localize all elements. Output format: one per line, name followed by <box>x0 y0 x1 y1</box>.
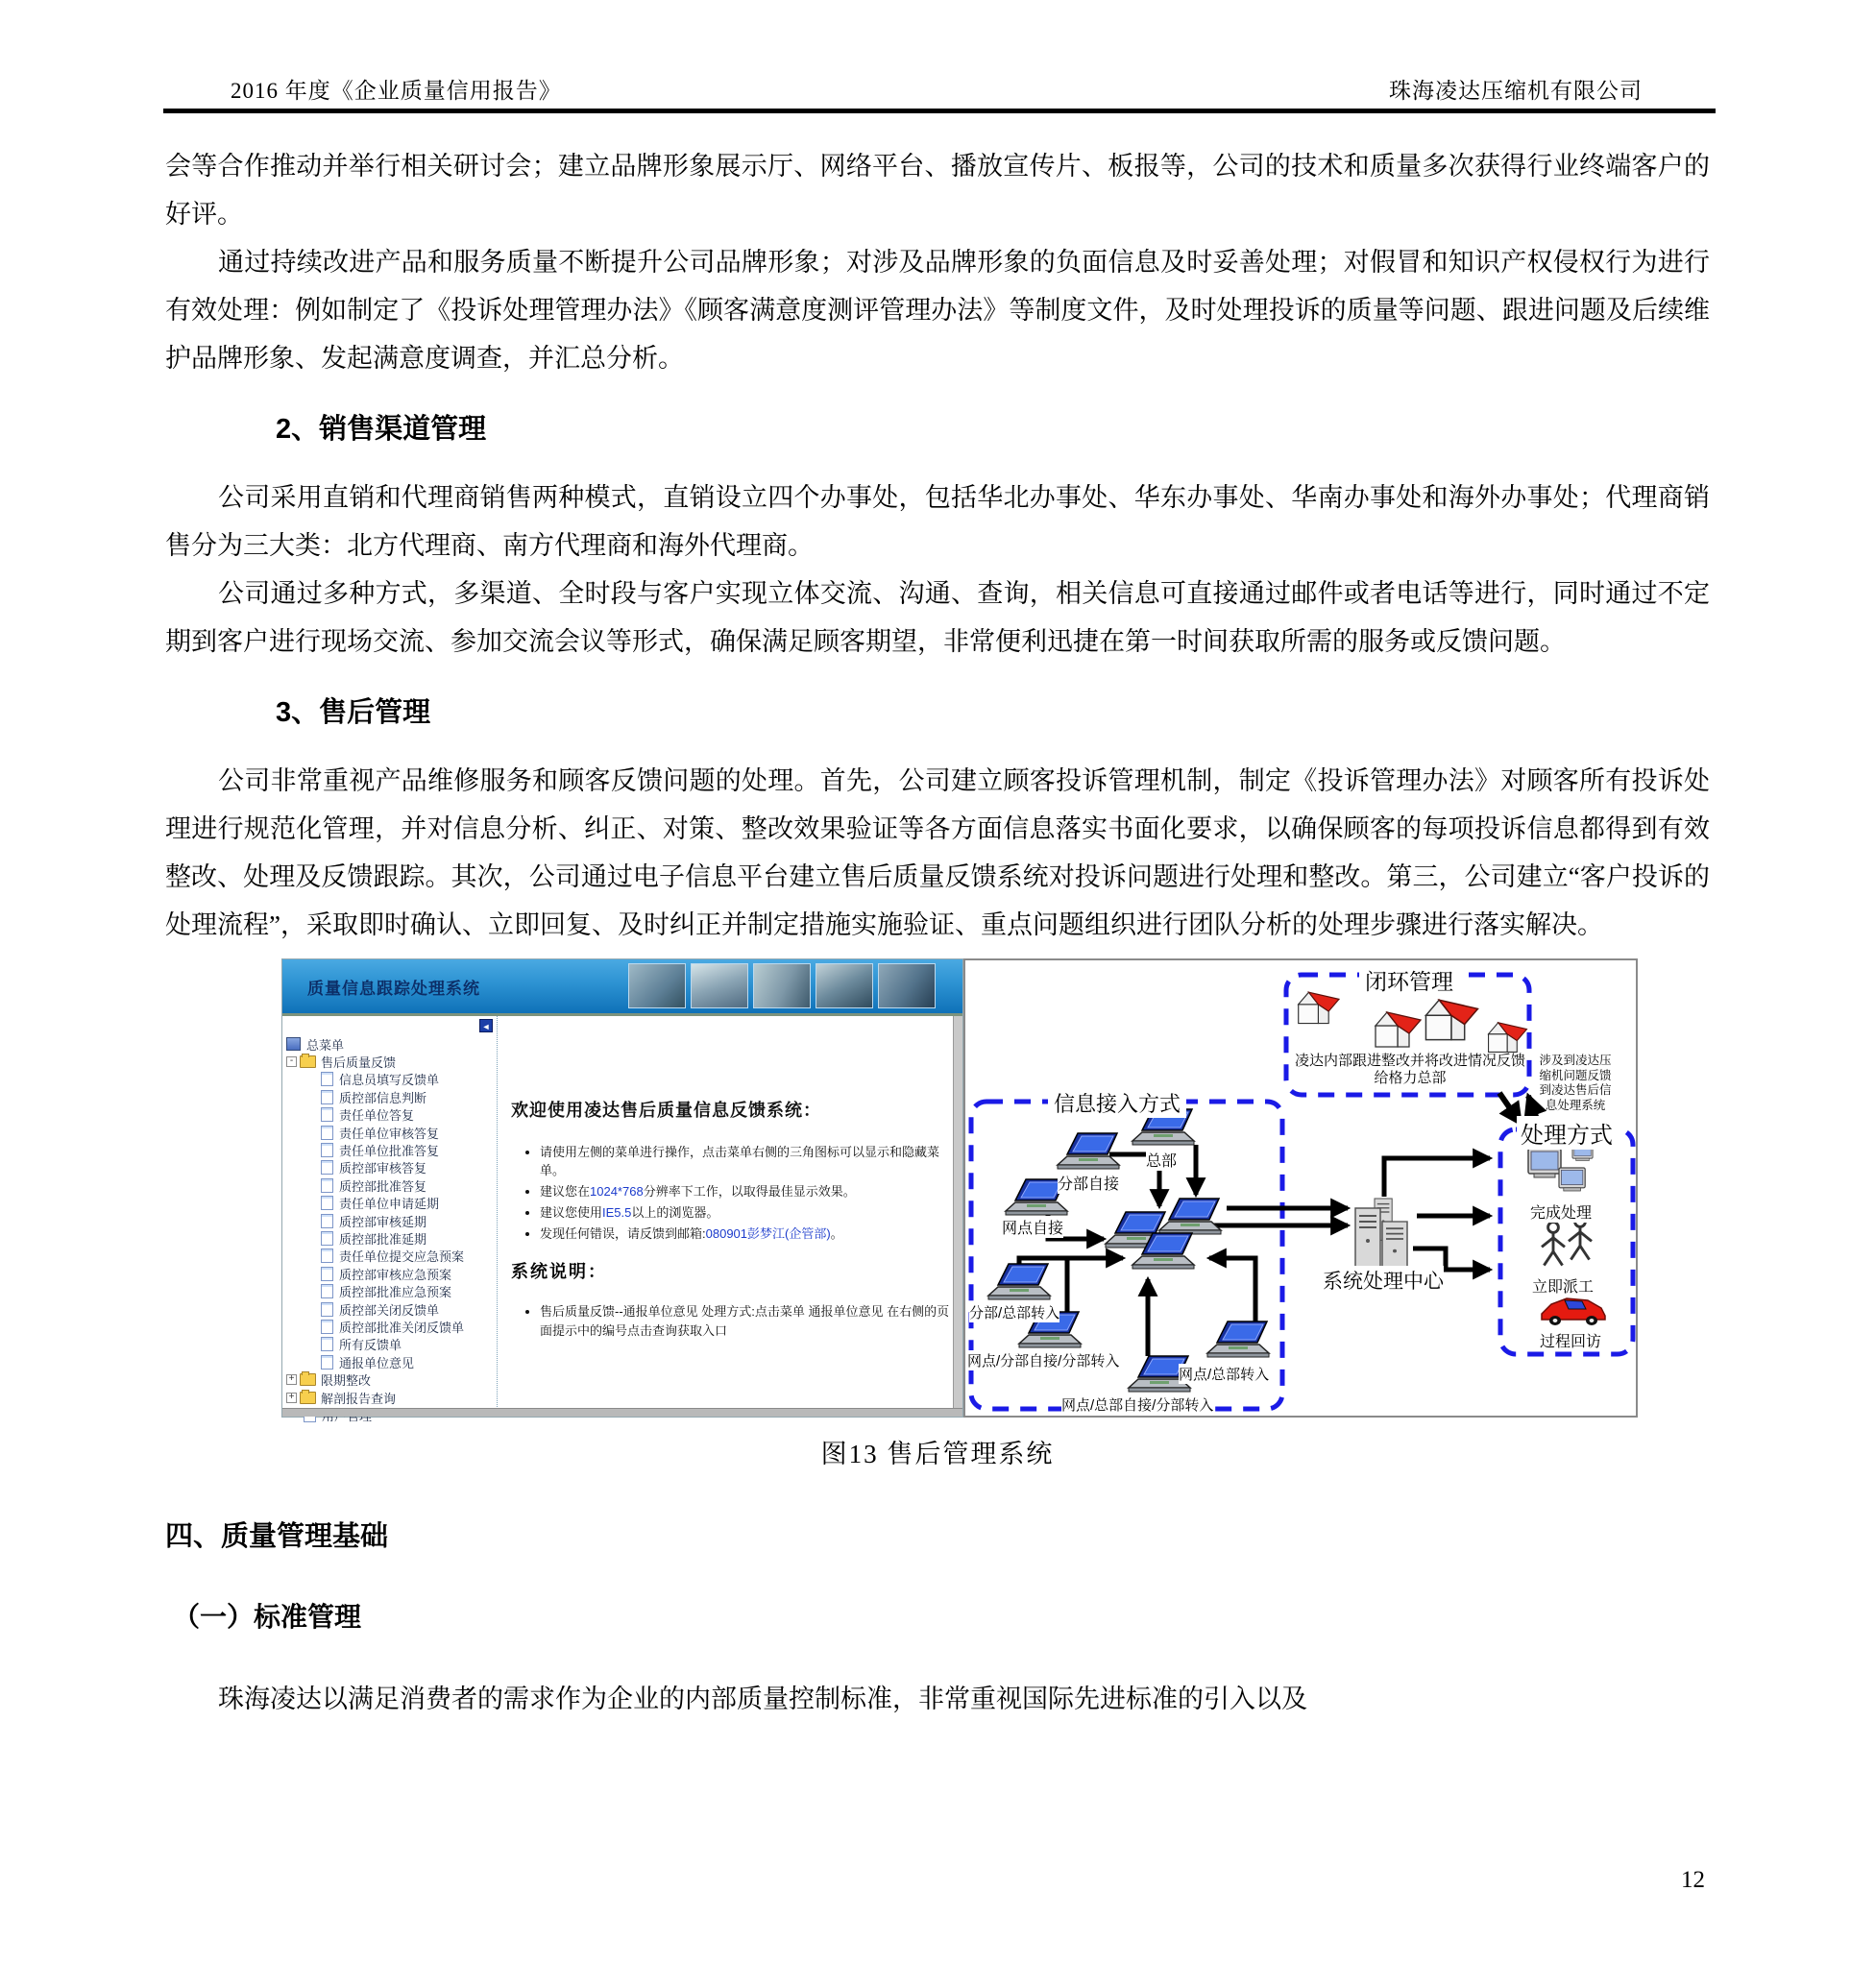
document-icon <box>321 1284 333 1298</box>
tree-item[interactable] <box>282 1071 497 1088</box>
instruction-link[interactable]: 080901彭梦江(企管部) <box>705 1226 831 1241</box>
tree-item[interactable] <box>282 1336 497 1353</box>
person-icon <box>1569 1217 1592 1260</box>
instruction-link[interactable]: 1024*768 <box>590 1184 644 1199</box>
document-icon <box>321 1107 333 1122</box>
document-icon <box>321 1072 333 1086</box>
node-label-hq: 总部 <box>1146 1149 1177 1171</box>
document-icon <box>321 1249 333 1263</box>
document-icon <box>321 1231 333 1246</box>
tree-label: 售后质量反馈 <box>321 1055 397 1071</box>
photo-thumbnail <box>753 963 811 1008</box>
node-label-outlet-direct: 网点自接 <box>1002 1216 1063 1238</box>
tree-item[interactable] <box>282 1300 497 1318</box>
node-label-transfer-1: 分部/总部转入 <box>969 1302 1059 1322</box>
side-note-text: 涉及到凌达压缩机问题反馈到凌达售后信息处理系统 <box>1539 1054 1612 1112</box>
status-strip <box>282 1408 962 1417</box>
house-icon <box>1425 1000 1477 1039</box>
minus-expander-icon[interactable]: - <box>286 1056 297 1067</box>
arrow-right-merge <box>1209 1258 1255 1321</box>
instruction-text: 建议您使用 <box>540 1205 603 1220</box>
house-icon <box>1376 1012 1421 1047</box>
tree-item[interactable] <box>282 1159 497 1176</box>
app-title: 质量信息跟踪处理系统 <box>307 980 480 998</box>
instruction-item <box>540 1224 951 1243</box>
instruction-text: 。 <box>830 1226 843 1241</box>
tree-label: 责任单位申请延期 <box>339 1197 440 1212</box>
tree-item[interactable] <box>282 1229 497 1247</box>
house-icon <box>1299 992 1339 1023</box>
tree-item[interactable] <box>282 1353 497 1370</box>
instruction-text: 建议您在 <box>540 1184 591 1199</box>
server-icon <box>1355 1208 1380 1268</box>
tree-item[interactable] <box>282 1141 497 1158</box>
folder-open-icon <box>300 1055 316 1068</box>
section-heading-2: 2、销售渠道管理 <box>276 414 487 445</box>
person-icon <box>1542 1223 1565 1266</box>
tree-label: 质控部审核答复 <box>339 1161 427 1176</box>
document-icon <box>321 1337 333 1351</box>
system-notes-list <box>526 1302 951 1341</box>
tree-label: 责任单位提交应急预案 <box>339 1249 465 1265</box>
photo-thumbnail <box>628 963 686 1008</box>
document-icon <box>321 1178 333 1193</box>
document-icon <box>321 1126 333 1140</box>
document-icon <box>321 1160 333 1175</box>
desktop-icon <box>1528 1149 1561 1177</box>
instruction-item <box>540 1143 951 1179</box>
system-center-label: 系统处理中心 <box>1323 1266 1444 1295</box>
tree-label: 质控部信息判断 <box>339 1090 427 1105</box>
section-heading-3: 3、售后管理 <box>276 697 431 728</box>
section-heading-4: 四、质量管理基础 <box>165 1521 389 1552</box>
node-label-branch-direct: 分部自接 <box>1058 1172 1119 1194</box>
laptop-icon <box>1058 1133 1119 1169</box>
closed-loop-text: 凌达内部跟进整改并将改进情况反馈给格力总部 <box>1294 1053 1525 1086</box>
instruction-text: 请使用左侧的菜单进行操作，点击菜单右侧的三角图标可以显示和隐藏菜单。 <box>540 1145 940 1177</box>
menu-tree-panel <box>282 1016 498 1409</box>
house-icon <box>1489 1023 1527 1053</box>
tree-label: 质控部批准关闭反馈单 <box>339 1320 465 1335</box>
page-number: 12 <box>1681 1867 1705 1893</box>
page-body <box>165 142 1710 1723</box>
app-body <box>282 1016 962 1409</box>
node-label-transfer-2: 网点/分部自接/分部转入 <box>967 1350 1119 1370</box>
tree-item[interactable] <box>282 1212 497 1229</box>
tree-item[interactable] <box>282 1176 497 1194</box>
tree-item-folder[interactable] <box>282 1053 497 1070</box>
page-header <box>231 73 1643 105</box>
tree-label: 责任单位审核答复 <box>339 1126 440 1141</box>
tree-item[interactable] <box>282 1106 497 1124</box>
tree-label: 质控部批准答复 <box>339 1178 427 1194</box>
document-icon <box>321 1320 333 1334</box>
paragraph: 珠海凌达以满足消费者的需求作为企业的内部质量控制标准，非常重视国际先进标准的引入以及 <box>218 1685 1307 1713</box>
instruction-item <box>540 1203 951 1222</box>
subsection-heading: （一）标准管理 <box>173 1602 362 1632</box>
paragraph: 会等合作推动并举行相关研讨会；建立品牌形象展示厅、网络平台、播放宣传片、板报等，公司的技术和质量多次获得行业终端客户的好评。 <box>165 152 1710 229</box>
tree-item[interactable] <box>282 1318 497 1335</box>
instruction-link[interactable]: IE5.5 <box>602 1205 632 1220</box>
figure-caption: 图13 售后管理系统 <box>820 1440 1055 1468</box>
laptop-icon <box>1207 1321 1269 1357</box>
header-right: 珠海凌达压缩机有限公司 <box>1389 79 1643 103</box>
header-rule <box>163 109 1716 113</box>
instruction-text: 发现任何错误，请反馈到邮箱: <box>540 1226 706 1241</box>
vertical-scrollbar[interactable] <box>953 1016 962 1409</box>
folder-icon <box>300 1392 316 1404</box>
document-icon <box>321 1355 333 1370</box>
instruction-list <box>526 1143 951 1243</box>
tree-label: 限期整改 <box>321 1373 372 1389</box>
processing-title: 处理方式 <box>1517 1116 1617 1150</box>
tree-label: 总菜单 <box>306 1037 345 1053</box>
node-label-transfer-3: 网点/总部自接/分部转入 <box>1061 1394 1213 1415</box>
paragraph: 公司非常重视产品维修服务和顾客反馈问题的处理。首先，公司建立顾客投诉管理机制，制定《投诉管理办法》对顾客所有投诉处理进行规范化管理，并对信息分析、纠正、对策、整改效果验证等各方面信息落实书面化要求，以确保顾客的每项投诉信息都得到有效整改、处理及反馈跟踪。其次，公司通过电子信息平台建立售后质量反馈系统对投诉问题进行处理和整改。第三，公司建立“客户投诉的处理流程”，采取即时确认、立即回复、及时纠正并制定措施实施验证、重点问题组织进行团队分析的处理步骤进行落实解决。 <box>165 766 1710 939</box>
tree-label: 解剖报告查询 <box>321 1391 397 1406</box>
tree-label: 质控部关闭反馈单 <box>339 1302 440 1318</box>
paragraph: 通过持续改进产品和服务质量不断提升公司品牌形象；对涉及品牌形象的负面信息及时妥善处理；对假冒和知识产权侵权行为进行有效处理：例如制定了《投诉处理管理办法》《顾客满意度测评管理办法》等制度文件，及时处理投诉的质量等问题、跟进问题及后续维护品牌形象、发起满意度调查，并汇总分析。 <box>165 248 1710 373</box>
photo-thumbnail <box>878 963 936 1008</box>
tree-item[interactable] <box>282 1088 497 1105</box>
plus-expander-icon[interactable]: + <box>286 1374 297 1385</box>
plus-expander-icon[interactable]: + <box>286 1393 297 1403</box>
tree-label: 信息员填写反馈单 <box>339 1073 440 1088</box>
tree-item[interactable] <box>282 1265 497 1282</box>
tree-label: 所有反馈单 <box>339 1338 402 1353</box>
tree-label: 通报单位意见 <box>339 1355 415 1370</box>
paragraph: 公司采用直销和代理商销售两种模式，直销设立四个办事处，包括华北办事处、华东办事处、华南办事处和海外办事处；代理商销售分为三大类：北方代理商、南方代理商和海外代理商。 <box>165 483 1710 560</box>
done-label: 完成处理 <box>1530 1200 1592 1223</box>
quality-tracking-app-screenshot <box>281 958 963 1418</box>
after-sales-flow-diagram <box>963 958 1638 1418</box>
photo-thumbnail <box>816 963 873 1008</box>
tree-item[interactable] <box>282 1282 497 1299</box>
node-label-transfer-4: 网点/总部转入 <box>1179 1364 1269 1384</box>
tree-item-root[interactable] <box>282 1035 497 1053</box>
title-bar-photos <box>628 963 936 1008</box>
tree-item[interactable] <box>282 1124 497 1141</box>
document-icon <box>321 1143 333 1157</box>
document-icon <box>321 1302 333 1317</box>
closed-loop-title: 闭环管理 <box>1359 964 1459 996</box>
app-main-panel <box>498 1016 962 1409</box>
tree-label: 责任单位答复 <box>339 1108 415 1124</box>
tree-item-folder[interactable] <box>282 1370 497 1388</box>
access-methods-title: 信息接入方式 <box>1048 1088 1186 1118</box>
welcome-heading: 欢迎使用凌达售后质量信息反馈系统： <box>511 1101 821 1120</box>
laptop-icon <box>1159 1199 1221 1234</box>
arrow-server-to-proc-1 <box>1384 1158 1490 1197</box>
dispatch-label: 立即派工 <box>1532 1274 1594 1297</box>
tree-item[interactable] <box>282 1248 497 1265</box>
system-note-item: • 售后质量反馈--通报单位意见 处理方式:点击菜单 通报单位意见 在右侧的页面提示中的编号点击查询获取入口 <box>540 1302 951 1341</box>
laptop-icon <box>988 1264 1050 1299</box>
tree-label: 责任单位批准答复 <box>339 1144 440 1159</box>
folder-icon <box>300 1373 316 1386</box>
car-icon <box>1542 1298 1605 1325</box>
document-icon <box>321 1214 333 1228</box>
instruction-text: 以上的浏览器。 <box>631 1205 719 1220</box>
document-icon <box>321 1196 333 1210</box>
figure-13 <box>281 958 1638 1418</box>
tree-label: 质控部审核应急预案 <box>339 1267 452 1282</box>
photo-thumbnail <box>691 963 748 1008</box>
collapse-menu-icon[interactable]: ◄ <box>479 1019 493 1032</box>
header-left: 2016 年度《企业质量信用报告》 <box>231 79 562 103</box>
desktop-icon <box>1559 1168 1585 1191</box>
tree-item-folder[interactable] <box>282 1389 497 1406</box>
revisit-label: 过程回访 <box>1540 1329 1601 1351</box>
app-title-bar <box>282 959 962 1016</box>
system-notes-heading: 系统说明： <box>511 1262 607 1281</box>
tree-item[interactable] <box>282 1195 497 1212</box>
tree-label: 质控部批准应急预案 <box>339 1285 452 1300</box>
computer-icon <box>286 1037 301 1051</box>
tree-label: 质控部批准延期 <box>339 1232 427 1247</box>
tree-label: 质控部审核延期 <box>339 1214 427 1229</box>
processing-box <box>1500 1129 1633 1354</box>
paragraph: 公司通过多种方式，多渠道、全时段与客户实现立体交流、沟通、查询，相关信息可直接通过邮件或者电话等进行，同时通过不定期到客户进行现场交流、参加交流会议等形式，确保满足顾客期望，非常便利迅捷在第一时间获取所需的服务或反馈问题。 <box>165 579 1710 656</box>
instruction-item <box>540 1182 951 1200</box>
document-icon <box>321 1267 333 1281</box>
document-icon <box>321 1090 333 1104</box>
instruction-text: 分辨率下工作，以取得最佳显示效果。 <box>643 1184 856 1199</box>
